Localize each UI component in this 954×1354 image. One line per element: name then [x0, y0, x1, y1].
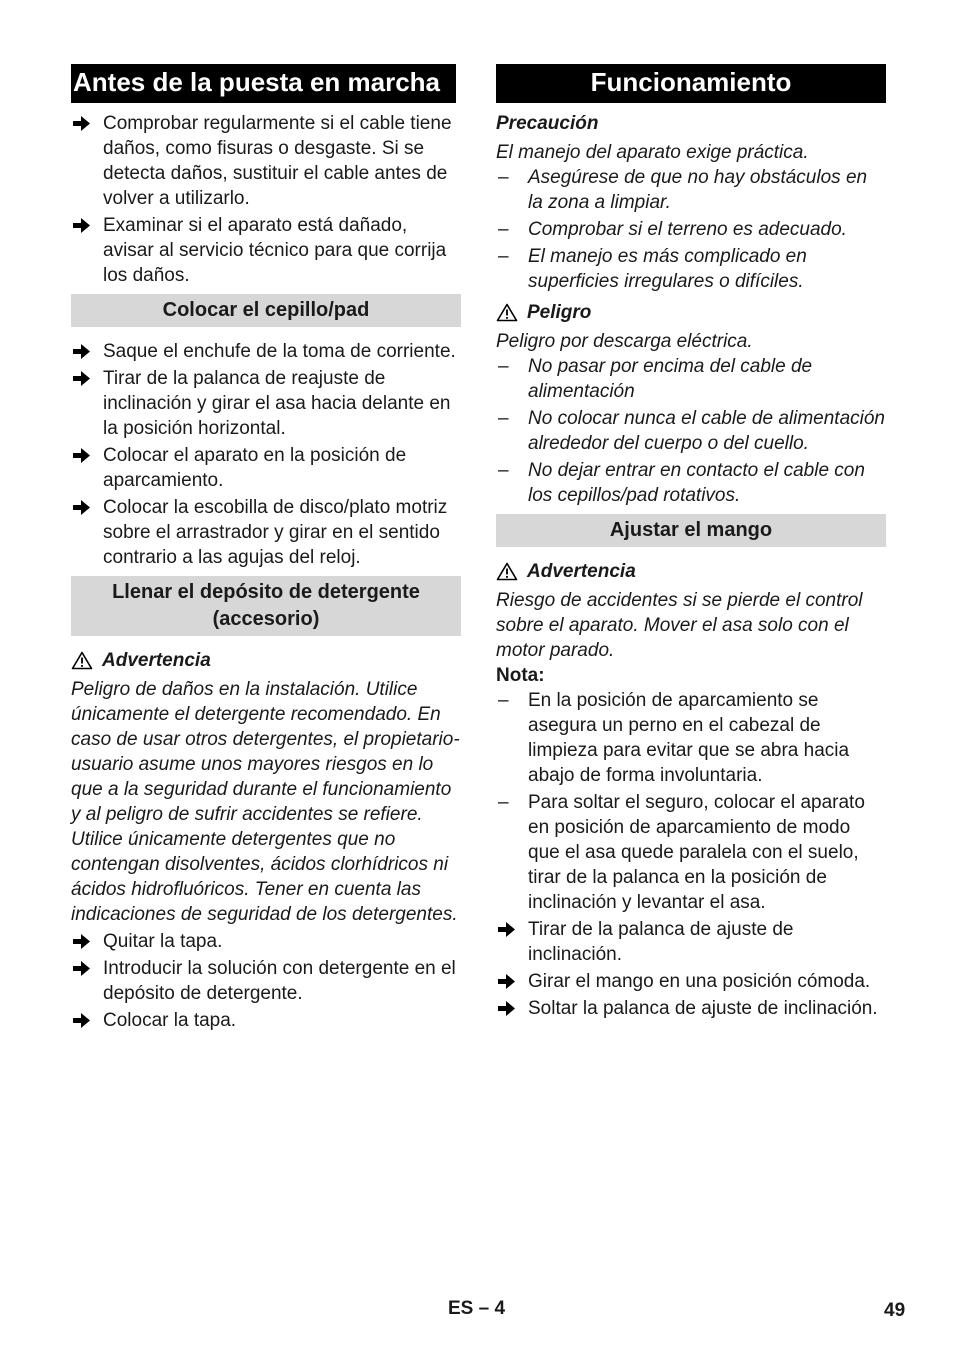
list-item-text: En la posición de aparcamiento se asegura un perno en el cabezal de limpieza para evitar que se abra hacia abajo de forma involuntaria. — [528, 690, 850, 786]
section-heading-operation: Funcionamiento — [496, 64, 886, 103]
danger-list — [496, 354, 886, 508]
list-item — [496, 406, 886, 456]
danger-title: Peligro — [527, 302, 592, 323]
subheading-detergent: Llenar el depósito de detergente (accesorio) — [71, 576, 461, 636]
arrow-icon — [73, 956, 97, 976]
list-item-text: Soltar la palanca de ajuste de inclinación. — [528, 998, 878, 1019]
warning-title: Advertencia — [102, 650, 211, 671]
list-item-text: Colocar el aparato en la posición de aparcamiento. — [103, 445, 407, 491]
subheading-brush: Colocar el cepillo/pad — [71, 294, 461, 327]
caution-text: El manejo del aparato exige práctica. — [496, 142, 809, 163]
list-item — [496, 354, 886, 404]
list-item — [496, 165, 886, 215]
caution-heading — [496, 111, 886, 136]
dash-bullet: – — [498, 356, 509, 377]
dash-bullet: – — [498, 167, 509, 188]
list-item-text: Asegúrese de que no hay obstáculos en la zona a limpiar. — [528, 167, 868, 213]
arrow-icon — [498, 969, 522, 989]
dash-bullet: – — [498, 690, 509, 711]
list-item — [496, 917, 886, 967]
left-column — [71, 64, 461, 1035]
dash-bullet: – — [498, 408, 509, 429]
arrow-icon — [73, 1008, 97, 1028]
list-item-text: Colocar la tapa. — [103, 1010, 237, 1031]
arrow-icon — [73, 213, 97, 233]
list-item-text: No pasar por encima del cable de alimentación — [528, 356, 813, 402]
arrow-icon — [73, 443, 97, 463]
intro-list — [71, 111, 461, 288]
arrow-icon — [73, 111, 97, 131]
dash-bullet: – — [498, 246, 509, 267]
list-item — [71, 495, 461, 570]
subheading-handle: Ajustar el mango — [496, 514, 886, 547]
list-item-text: Tirar de la palanca de ajuste de inclinación. — [528, 919, 794, 965]
dash-bullet: – — [498, 792, 509, 813]
detergent-list — [71, 929, 461, 1033]
caution-list — [496, 165, 886, 294]
right-column — [496, 64, 886, 1023]
list-item — [496, 244, 886, 294]
list-item — [71, 111, 461, 211]
warning-triangle-icon — [496, 303, 518, 322]
list-item — [71, 929, 461, 954]
warning-text: Peligro de daños en la instalación. Utilice únicamente el detergente recomendado. En caso de usar otros detergentes, el propietario-usuario asume unos mayores riesgos en lo que a la seguridad durante el funcionamiento y al peligro de sufrir accidentes se refiere. Utilice únicamente detergentes que no contengan disolventes, ácidos clorhídricos ni ácidos hidrofluóricos. Tener en cuenta las indicaciones de seguridad de los detergentes. — [71, 679, 460, 925]
list-item-text: El manejo es más complicado en superficies irregulares o difíciles. — [528, 246, 807, 292]
list-item — [71, 213, 461, 288]
warning-title: Advertencia — [527, 561, 636, 582]
arrow-icon — [73, 366, 97, 386]
warning-triangle-icon — [71, 651, 93, 670]
arrow-icon — [73, 929, 97, 949]
list-item — [71, 443, 461, 493]
list-item — [496, 688, 886, 788]
list-item-text: Tirar de la palanca de reajuste de inclinación y girar el asa hacia delante en la posición horizontal. — [103, 368, 451, 439]
list-item-text: Colocar la escobilla de disco/plato motriz sobre el arrastrador y girar en el sentido contrario a las agujas del reloj. — [103, 497, 448, 568]
dash-bullet: – — [498, 460, 509, 481]
list-item — [496, 996, 886, 1021]
warning-triangle-icon — [496, 562, 518, 581]
list-item-text: No dejar entrar en contacto el cable con los cepillos/pad rotativos. — [528, 460, 865, 506]
danger-heading — [496, 300, 886, 325]
list-item — [71, 956, 461, 1006]
list-item — [71, 339, 461, 364]
dash-bullet: – — [498, 219, 509, 240]
list-item — [496, 790, 886, 915]
list-item-text: Comprobar si el terreno es adecuado. — [528, 219, 847, 240]
list-item — [496, 217, 886, 242]
handle-steps — [496, 917, 886, 1021]
list-item — [71, 1008, 461, 1033]
list-item-text: Saque el enchufe de la toma de corriente. — [103, 341, 456, 362]
arrow-icon — [73, 495, 97, 515]
warning-text: Riesgo de accidentes si se pierde el control sobre el aparato. Mover el asa solo con el motor parado. — [496, 590, 863, 661]
list-item-text: Para soltar el seguro, colocar el aparato en posición de aparcamiento de modo que el asa quede paralela con el suelo, tirar de la palanca en la posición de inclinación y levantar el asa. — [528, 792, 865, 913]
list-item-text: Girar el mango en una posición cómoda. — [528, 971, 871, 992]
section-heading-before-startup: Antes de la puesta en marcha — [71, 64, 456, 103]
arrow-icon — [498, 917, 522, 937]
footer-section-label: ES – 4 — [448, 1298, 506, 1319]
list-item — [496, 458, 886, 508]
list-item-text: Comprobar regularmente si el cable tiene daños, como fisuras o desgaste. Si se detecta daños, sustituir el cable antes de volver a utilizarlo. — [103, 113, 452, 209]
arrow-icon — [73, 339, 97, 359]
list-item — [496, 969, 886, 994]
danger-text: Peligro por descarga eléctrica. — [496, 331, 753, 352]
warning-heading — [496, 559, 886, 584]
note-list — [496, 688, 886, 915]
list-item-text: Examinar si el aparato está dañado, avisar al servicio técnico para que corrija los daños. — [103, 215, 447, 286]
note-label: Nota: — [496, 665, 545, 686]
caution-title: Precaución — [496, 113, 599, 134]
warning-heading — [71, 648, 461, 673]
list-item-text: Quitar la tapa. — [103, 931, 223, 952]
brush-list — [71, 339, 461, 570]
list-item-text: Introducir la solución con detergente en el depósito de detergente. — [103, 958, 456, 1004]
list-item-text: No colocar nunca el cable de alimentación alrededor del cuerpo o del cuello. — [528, 408, 885, 454]
arrow-icon — [498, 996, 522, 1016]
list-item — [71, 366, 461, 441]
page-number: 49 — [884, 1300, 906, 1321]
